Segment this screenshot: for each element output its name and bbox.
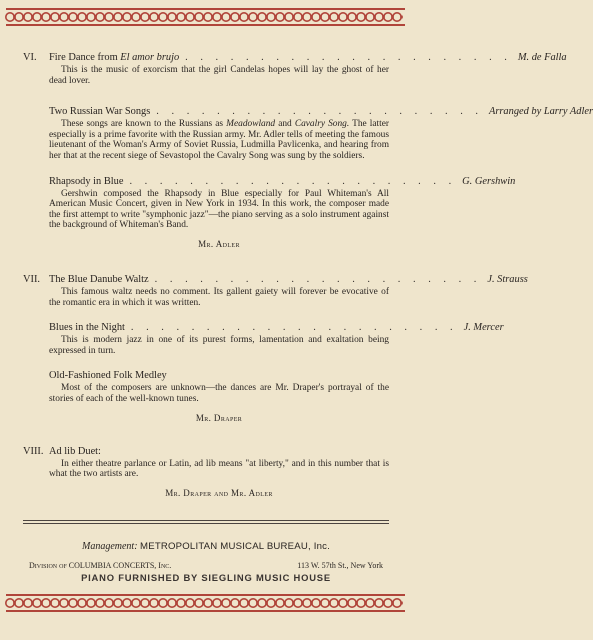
border-link <box>375 13 383 21</box>
piano-credit: PIANO FURNISHED BY SIEGLING MUSIC HOUSE <box>81 572 331 583</box>
border-link <box>15 13 23 21</box>
piece-description: These songs are known to the Russians as Meadowland and Cavalry Song. The latter especially is a prime favorite with the Russian army. Mr. Adler tells of meeting the famous lieutenant of the Woman's Army of Soviet Russia, Ludmilla Pavlicenka, and hearing from her that at the recent siege of Sevastopol the Cavalry Song was sung by the soldiers. <box>49 119 389 161</box>
piece-title: The Blue Danube Waltz <box>49 273 149 285</box>
border-link <box>393 599 401 607</box>
border-link <box>312 599 320 607</box>
border-link <box>231 13 239 21</box>
border-link <box>60 599 68 607</box>
border-link <box>141 599 149 607</box>
border-link <box>276 599 284 607</box>
border-link <box>393 13 401 21</box>
border-link <box>168 599 176 607</box>
border-link <box>231 599 239 607</box>
border-link <box>87 13 95 21</box>
border-link <box>96 13 104 21</box>
program-item <box>23 446 389 499</box>
border-link <box>114 13 122 21</box>
border-link <box>51 13 59 21</box>
border-link <box>186 599 194 607</box>
border-link <box>42 599 50 607</box>
border-link <box>357 599 365 607</box>
border-link <box>168 13 176 21</box>
piece-description: This famous waltz needs no comment. Its gallent gaiety will forever be evocative of the romantic era in which it was written. <box>49 286 389 308</box>
border-link <box>366 599 374 607</box>
border-link <box>51 599 59 607</box>
border-link <box>348 599 356 607</box>
program-listing <box>23 52 593 499</box>
footer <box>23 541 389 583</box>
border-link <box>24 599 32 607</box>
border-link <box>375 599 383 607</box>
border-link <box>240 599 248 607</box>
border-link <box>78 599 86 607</box>
composer: G. Gershwin <box>462 175 516 187</box>
border-link <box>312 13 320 21</box>
border-link <box>267 13 275 21</box>
border-link <box>321 599 329 607</box>
piece-title: Ad lib Duet: <box>49 445 101 457</box>
border-link <box>204 13 212 21</box>
border-link <box>258 13 266 21</box>
border-link <box>60 13 68 21</box>
border-link <box>105 13 113 21</box>
border-link <box>141 13 149 21</box>
border-link <box>384 13 392 21</box>
border-link <box>303 599 311 607</box>
border-link <box>6 599 14 607</box>
border-link <box>204 599 212 607</box>
dot-leader: . . . . . . . . . . . . . . . . . . . . . . <box>185 52 512 63</box>
border-link <box>87 599 95 607</box>
footer-rule <box>23 523 389 524</box>
composer: Arranged by Larry Adler <box>489 106 593 118</box>
border-knot <box>400 16 403 19</box>
management-line: Management: METROPOLITAN MUSICAL BUREAU, Inc. <box>81 541 331 552</box>
border-knot <box>400 602 403 605</box>
border-link <box>249 13 257 21</box>
border-link <box>294 599 302 607</box>
border-link <box>132 13 140 21</box>
border-link <box>195 13 203 21</box>
performer-credit: Mr. Draper and Mr. Adler <box>165 487 273 498</box>
composer: M. de Falla <box>517 52 567 63</box>
section-number: VII. <box>23 273 41 285</box>
border-link <box>33 13 41 21</box>
border-link <box>384 599 392 607</box>
border-link <box>330 599 338 607</box>
border-link <box>321 13 329 21</box>
border-link <box>42 13 50 21</box>
border-link <box>213 13 221 21</box>
border-link <box>366 13 374 21</box>
border-link <box>123 13 131 21</box>
composer: J. Strauss <box>487 273 528 285</box>
performer-credit: Mr. Draper <box>195 412 243 423</box>
program-item <box>23 273 528 308</box>
program-item <box>23 175 516 250</box>
piece-title: Old-Fashioned Folk Medley <box>49 370 167 382</box>
division-line: Division of COLUMBIA CONCERTS, Inc. 113 W. 57th St., New York <box>29 561 383 570</box>
border-link <box>213 599 221 607</box>
dot-leader: . . . . . . . . . . . . . . . . . . . . . . <box>129 175 457 187</box>
border-link <box>186 13 194 21</box>
border-link <box>132 599 140 607</box>
border-link <box>159 13 167 21</box>
top-decorative-border <box>6 8 405 26</box>
piece-description: Most of the composers are unknown—the dances are Mr. Draper's portrayal of the stories of each of the well-known tunes. <box>49 383 389 404</box>
border-link <box>222 13 230 21</box>
border-pattern <box>6 8 405 26</box>
border-pattern <box>6 594 405 612</box>
piece-title: Blues in the Night <box>49 322 125 334</box>
border-link <box>150 599 158 607</box>
program-item <box>23 322 504 356</box>
border-link <box>357 13 365 21</box>
border-link <box>177 599 185 607</box>
dot-leader: . . . . . . . . . . . . . . . . . . . . . . <box>130 322 458 334</box>
border-link <box>177 13 185 21</box>
section-number: VI. <box>23 52 37 63</box>
piece-description: In either theatre parlance or Latin, ad lib means "at liberty," and in this number that is what the two artists are. <box>49 458 389 480</box>
piece-description: This is the music of exorcism that the girl Candelas hopes will lay the ghost of her dead lover. <box>49 65 389 86</box>
dot-leader: . . . . . . . . . . . . . . . . . . . . . . <box>154 273 482 285</box>
program-item <box>23 370 389 423</box>
section-number: VIII. <box>23 445 44 457</box>
dot-leader: . . . . . . . . . . . . . . . . . . . . . . <box>156 106 483 118</box>
piece-description: This is modern jazz in one of its purest forms, lamentation and exaltation being expressed in turn. <box>49 335 389 356</box>
program-item <box>23 52 567 86</box>
border-link <box>285 13 293 21</box>
footer-rule <box>23 520 389 521</box>
border-link <box>348 13 356 21</box>
border-link <box>267 599 275 607</box>
border-link <box>96 599 104 607</box>
performer-credit: Mr. Adler <box>198 238 240 249</box>
border-link <box>150 13 158 21</box>
border-link <box>105 599 113 607</box>
piece-title: Fire Dance from El amor brujo <box>49 52 180 63</box>
program-item <box>23 106 593 161</box>
border-link <box>24 13 32 21</box>
piece-title: Rhapsody in Blue <box>49 175 124 187</box>
border-link <box>33 599 41 607</box>
border-link <box>123 599 131 607</box>
footer-rules <box>23 520 389 526</box>
border-link <box>15 599 23 607</box>
bottom-decorative-border <box>6 594 405 612</box>
border-link <box>303 13 311 21</box>
border-link <box>339 13 347 21</box>
border-link <box>339 599 347 607</box>
piece-title: Two Russian War Songs <box>49 106 151 118</box>
border-link <box>159 599 167 607</box>
border-link <box>78 13 86 21</box>
border-link <box>285 599 293 607</box>
composer: J. Mercer <box>463 322 504 334</box>
border-link <box>330 13 338 21</box>
piece-description: Gershwin composed the Rhapsody in Blue especially for Paul Whiteman's All American Music Concert, given in New York in 1934. In this work, the composer made the first attempt to write "symphonic jazz"—the piano serving as a solo instrument against the background of Whiteman's Band. <box>49 188 389 231</box>
border-link <box>258 599 266 607</box>
border-link <box>114 599 122 607</box>
border-link <box>249 599 257 607</box>
border-link <box>240 13 248 21</box>
border-link <box>222 599 230 607</box>
border-link <box>6 13 14 21</box>
border-link <box>69 599 77 607</box>
border-link <box>276 13 284 21</box>
border-link <box>69 13 77 21</box>
border-link <box>294 13 302 21</box>
border-link <box>195 599 203 607</box>
